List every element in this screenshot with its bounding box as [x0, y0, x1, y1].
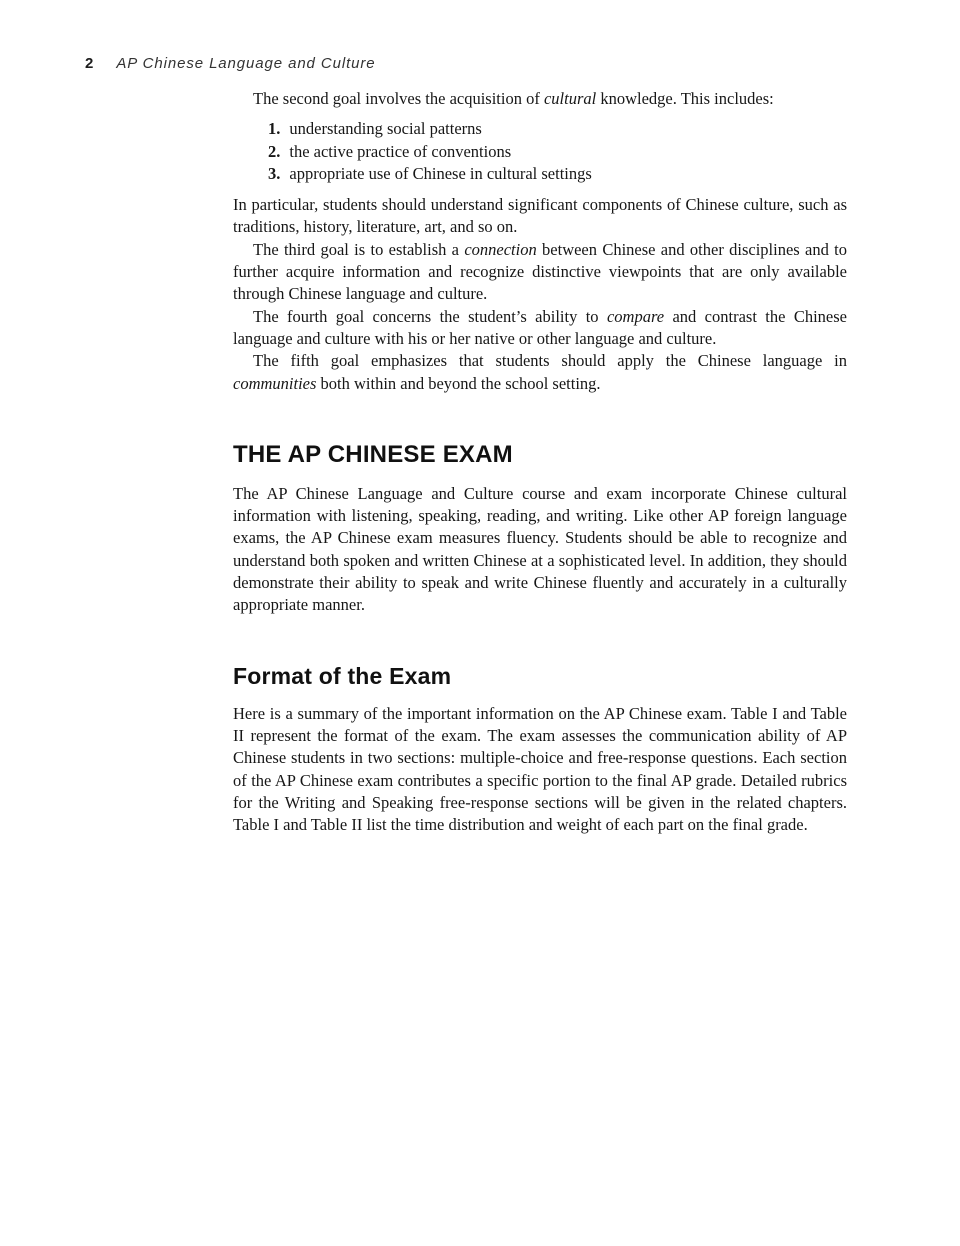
page-number: 2 — [85, 55, 94, 72]
running-title: AP Chinese Language and Culture — [116, 55, 376, 72]
list-item — [268, 118, 847, 140]
section-heading-format-of-the-exam: Format of the Exam — [233, 662, 452, 689]
section-heading-the-ap-chinese-exam: THE AP CHINESE EXAM — [233, 440, 513, 468]
list-text: the active practice of conventions — [289, 141, 512, 161]
paragraph-fifth-goal: The fifth goal emphasizes that students should apply the Chinese language in communities both within and beyond the school setting. — [233, 351, 847, 393]
list-item — [268, 163, 847, 185]
list-number: 3. — [268, 163, 281, 183]
list-number: 2. — [268, 141, 281, 161]
list-text: understanding social patterns — [289, 119, 482, 139]
paragraph-exam-overview: The AP Chinese Language and Culture course and exam incorporate Chinese cultural information with listening, speaking, reading, and writing. Like other AP foreign language exams, the AP Chinese exam measures fluency. Students should be able to recognize and understand both spoken and written Chinese at a sophisticated level. In addition, they should demonstrate their ability to speak and write Chinese fluently and accurately in a culturally appropriate manner. — [233, 483, 847, 615]
list-text: appropriate use of Chinese in cultural settings — [289, 163, 592, 183]
paragraph-in-particular: In particular, students should understand significant components of Chinese culture, such as traditions, history, literature, art, and so on. — [233, 195, 847, 237]
paragraph-third-goal: The third goal is to establish a connection between Chinese and other disciplines and to further acquire information and recognize distinctive viewpoints that are only available through Chinese language and culture. — [233, 239, 847, 304]
page-content — [233, 88, 847, 836]
paragraph-fourth-goal: The fourth goal concerns the student’s ability to compare and contrast the Chinese language and culture with his or her native or other language and culture. — [233, 306, 848, 348]
page-header — [85, 55, 376, 72]
list-number: 1. — [268, 119, 281, 139]
numbered-list — [268, 118, 847, 185]
paragraph-second-goal: The second goal involves the acquisition of cultural knowledge. This includes: — [253, 89, 774, 108]
paragraph-format-summary: Here is a summary of the important information on the AP Chinese exam. Table I and Table II represent the format of the exam. The exam assesses the communication ability of AP Chinese students in two sections: multiple-choice and free-response questions. Each section of the AP Chinese exam contributes a specific portion to the final AP grade. Detailed rubrics for the Writing and Speaking free-response sections will be given in the related chapters. Table I and Table II list the time distribution and weight of each part on the final grade. — [233, 703, 847, 835]
list-item — [268, 141, 847, 163]
